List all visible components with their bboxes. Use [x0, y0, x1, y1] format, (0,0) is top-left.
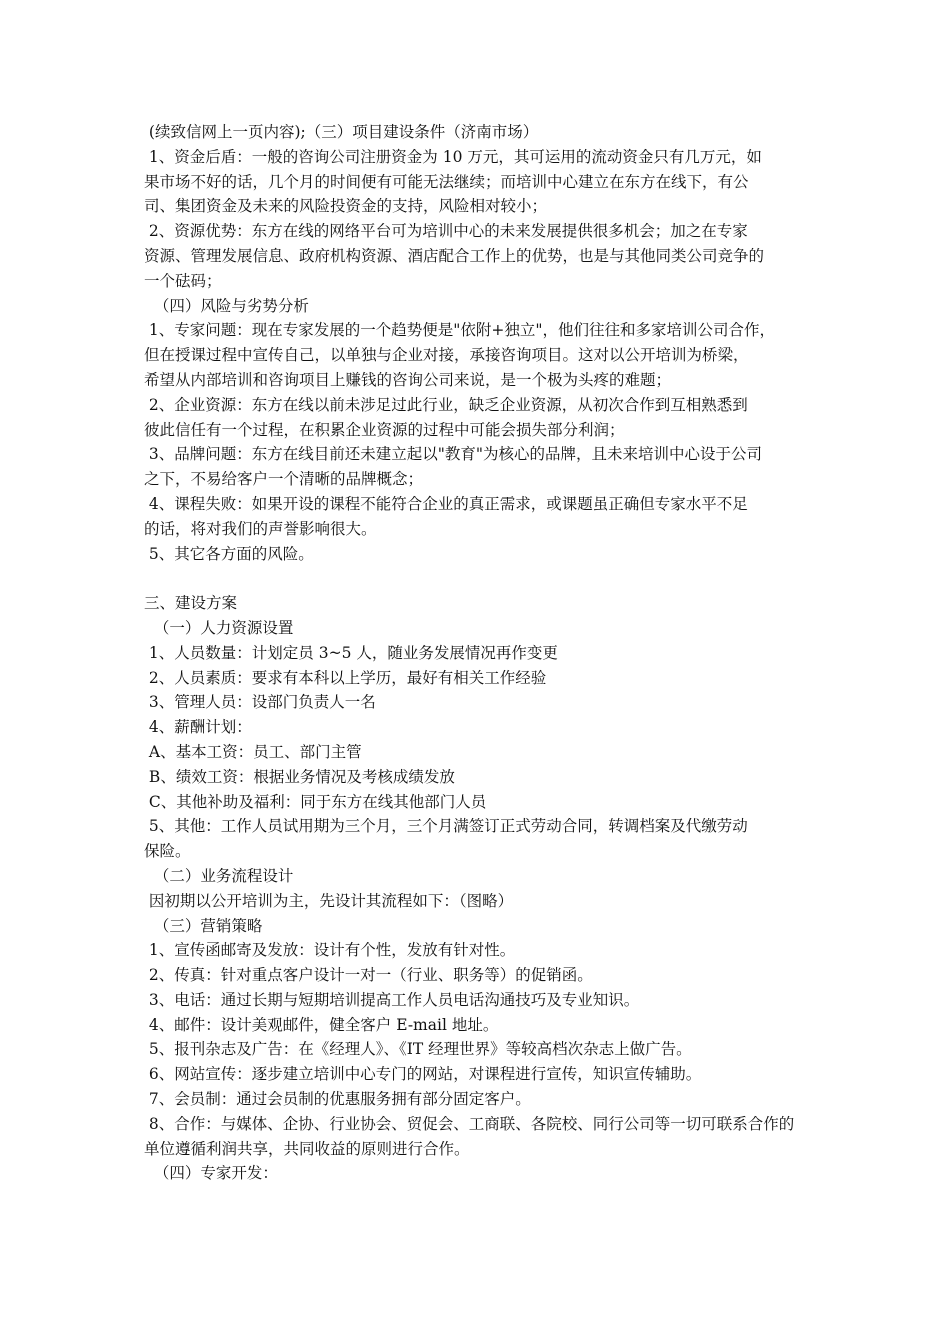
text-line: 但在授课过程中宣传自己，以单独与企业对接，承接咨询项目。这对以公开培训为桥梁，: [144, 346, 749, 365]
text-line: 司、集团资金及未来的风险投资金的支持，风险相对较小；: [144, 197, 548, 216]
text-line: 单位遵循利润共享，共同收益的原则进行合作。: [144, 1139, 470, 1158]
text-line: 5、其它各方面的风险。: [144, 544, 314, 563]
text-line: 三、建设方案: [144, 594, 238, 613]
text-line: 之下，不易给客户一个清晰的品牌概念；: [144, 470, 424, 489]
text-line: 3、品牌问题：东方在线目前还未建立起以"教育"为核心的品牌，且未来培训中心设于公司: [144, 445, 763, 464]
text-line: 4、课程失败：如果开设的课程不能符合企业的真正需求，或课题虽正确但专家水平不足: [144, 494, 748, 513]
text-line: 彼此信任有一个过程，在积累企业资源的过程中可能会损失部分利润；: [144, 420, 625, 439]
text-line: 7、会员制：通过会员制的优惠服务拥有部分固定客户。: [144, 1090, 531, 1109]
text-line: 1、人员数量：计划定员 3~5 人，随业务发展情况再作变更: [144, 643, 558, 662]
text-line: 资源、管理发展信息、政府机构资源、酒店配合工作上的优势，也是与其他同类公司竞争的: [144, 246, 765, 265]
text-line: （二）业务流程设计: [144, 866, 294, 885]
text-line: 3、管理人员：设部门负责人一名: [144, 693, 376, 712]
text-line: 8、合作：与媒体、企协、行业协会、贸促会、工商联、各院校、同行公司等一切可联系合作的: [144, 1114, 795, 1133]
text-line: 5、其他：工作人员试用期为三个月，三个月满签订正式劳动合同，转调档案及代缴劳动: [144, 817, 748, 836]
text-line: 保险。: [144, 842, 191, 861]
text-line: （三）营销策略: [144, 916, 263, 935]
text-line: 希望从内部培训和咨询项目上赚钱的咨询公司来说，是一个极为头疼的难题；: [144, 370, 672, 389]
text-line: 2、人员素质：要求有本科以上学历，最好有相关工作经验: [144, 668, 547, 687]
text-line: （四）风险与劣势分析: [144, 296, 309, 315]
text-line: （一）人力资源设置: [144, 618, 294, 637]
text-line: 1、资金后盾：一般的咨询公司注册资金为 10 万元，其可运用的流动资金只有几万元，如: [144, 147, 762, 166]
text-line: 一个砝码；: [144, 271, 222, 290]
text-line: （四）专家开发：: [144, 1164, 278, 1183]
document-page: [144, 120, 824, 1186]
text-line: 5、报刊杂志及广告：在《经理人》、《IT 经理世界》等较高档次杂志上做广告。: [144, 1040, 692, 1059]
text-line: 2、企业资源：东方在线以前未涉足过此行业，缺乏企业资源，从初次合作到互相熟悉到: [144, 395, 748, 414]
text-line: A、基本工资：员工、部门主管: [144, 742, 362, 761]
blank-line: [144, 566, 824, 591]
text-line: 4、邮件：设计美观邮件，健全客户 E-mail 地址。: [144, 1015, 499, 1034]
text-line: (续致信网上一页内容);（三）项目建设条件（济南市场）: [144, 123, 539, 141]
text-line: 因初期以公开培训为主，先设计其流程如下：（图略）: [144, 891, 514, 910]
text-line: 果市场不好的话，几个月的时间便有可能无法继续；而培训中心建立在东方在线下，有公: [144, 172, 749, 191]
text-line: 的话，将对我们的声誉影响很大。: [144, 519, 377, 538]
text-line: 6、网站宣传：逐步建立培训中心专门的网站，对课程进行宣传，知识宣传辅助。: [144, 1065, 702, 1084]
text-line: 1、宣传函邮寄及发放：设计有个性，发放有针对性。: [144, 941, 516, 960]
text-line: C、其他补助及福利：同于东方在线其他部门人员: [144, 792, 487, 811]
text-line: B、绩效工资：根据业务情况及考核成绩发放: [144, 767, 455, 786]
text-line: 3、电话：通过长期与短期培训提高工作人员电话沟通技巧及专业知识。: [144, 990, 640, 1009]
text-line: 2、资源优势：东方在线的网络平台可为培训中心的未来发展提供很多机会；加之在专家: [144, 222, 748, 241]
text-line: 4、薪酬计划：: [144, 718, 252, 737]
text-line: 1、专家问题：现在专家发展的一个趋势便是"依附+独立"，他们往往和多家培训公司合作，: [144, 321, 776, 340]
text-line: 2、传真：针对重点客户设计一对一（行业、职务等）的促销函。: [144, 966, 593, 985]
